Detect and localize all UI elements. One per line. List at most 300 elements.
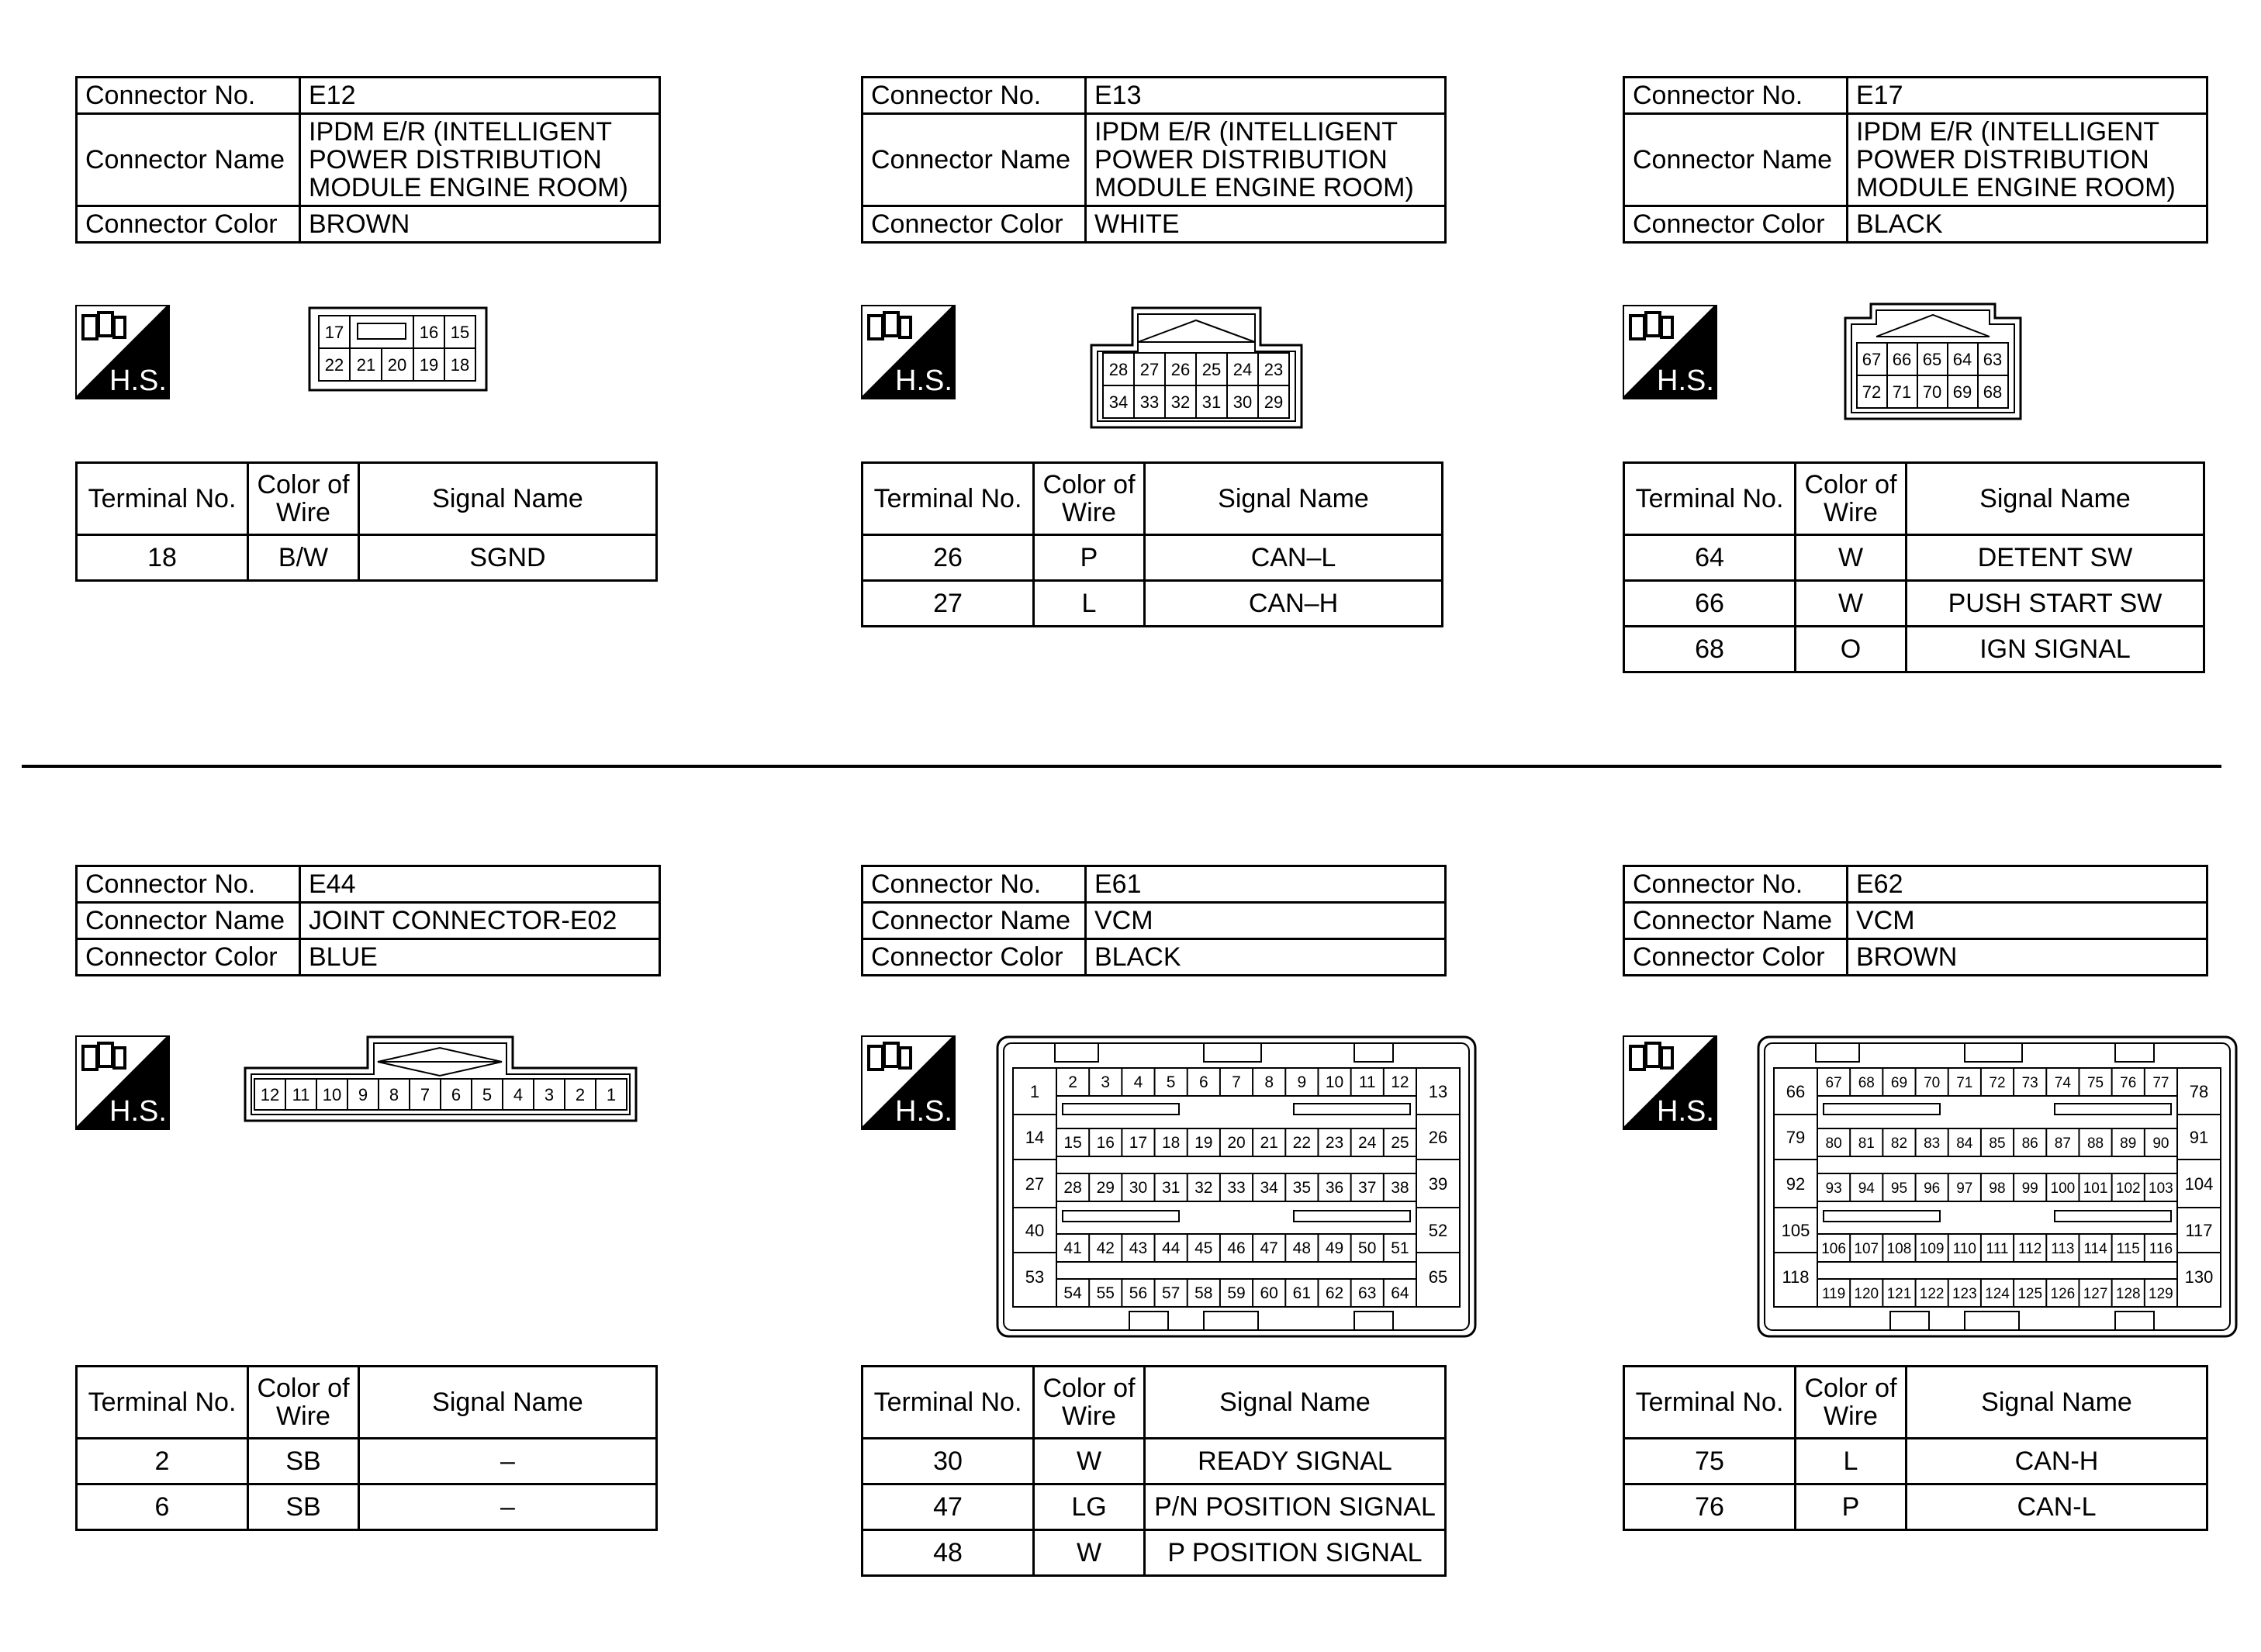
terminal-table [861, 1365, 1447, 1577]
pin-label: 38 [1391, 1179, 1409, 1197]
pin-label: 46 [1227, 1239, 1246, 1257]
pin-label: 31 [1201, 392, 1222, 412]
connector-block-e17 [1623, 76, 2208, 664]
pin-label: 96 [1924, 1180, 1941, 1197]
harness-side-icon [1623, 305, 1717, 399]
pin-label: 70 [1922, 382, 1942, 402]
pin-label: 15 [1063, 1134, 1082, 1152]
connector-name-line: MODULE ENGINE ROOM) [1094, 173, 1414, 202]
connector-block-e13 [861, 76, 1447, 618]
terminal-no-cell: 18 [77, 535, 248, 581]
wire-color-cell: W [1034, 1439, 1145, 1484]
pin-label: 124 [1985, 1286, 2010, 1302]
signal-name-header: Signal Name [1145, 463, 1443, 535]
table-row [77, 1484, 657, 1530]
pin-label: 30 [1129, 1179, 1148, 1197]
pin-label: 79 [1786, 1128, 1806, 1147]
terminal-no-cell: 68 [1624, 627, 1796, 672]
pin-label: 17 [324, 323, 344, 342]
pin-label: 62 [1325, 1284, 1344, 1302]
connector-no-value: E17 [1848, 78, 2207, 114]
wire-color-cell: LG [1034, 1484, 1145, 1530]
pin-label: 111 [1986, 1241, 2009, 1257]
pin-label: 101 [2083, 1180, 2108, 1197]
signal-name-header: Signal Name [1907, 463, 2204, 535]
pin-label: 19 [419, 355, 439, 375]
terminal-no-header: Terminal No. [863, 1367, 1034, 1439]
connector-info-table [861, 865, 1447, 976]
table-row [1624, 535, 2204, 581]
connector-face-diagram [244, 1035, 638, 1122]
pin-label: 84 [1956, 1135, 1973, 1152]
connector-block-e62 [1623, 865, 2214, 1522]
pin-label: 10 [1325, 1073, 1344, 1091]
pin-label: 74 [2054, 1075, 2071, 1091]
pin-label: 64 [1391, 1284, 1409, 1302]
connector-latch [1965, 1312, 2019, 1330]
connector-name-line: IPDM E/R (INTELLIGENT [1856, 117, 2160, 147]
pin-label: 100 [2050, 1180, 2076, 1197]
wire-color-cell: P [1034, 535, 1145, 581]
pin-label: 82 [1890, 1135, 1908, 1152]
terminal-no-cell: 26 [863, 535, 1034, 581]
pin-label: 67 [1825, 1075, 1842, 1091]
pin-label: 71 [1956, 1075, 1973, 1091]
terminal-table [1623, 1365, 2208, 1531]
pin-label: 120 [1854, 1286, 1879, 1302]
pin-label: 41 [1063, 1239, 1082, 1257]
signal-name-cell: IGN SIGNAL [1907, 627, 2204, 672]
pin-label: 48 [1292, 1239, 1312, 1257]
pin-label: 7 [1232, 1073, 1241, 1091]
wire-color-header-line: Wire [1824, 498, 1878, 527]
pin-label: 92 [1786, 1174, 1806, 1194]
connector-block-e44 [75, 865, 661, 1522]
pin-label: 88 [2086, 1135, 2104, 1152]
pin-label: 17 [1129, 1134, 1148, 1152]
pin-label: 130 [2184, 1267, 2214, 1287]
wire-color-cell: W [1034, 1530, 1145, 1576]
pin-label: 102 [2115, 1180, 2141, 1197]
pin-label: 34 [1260, 1179, 1278, 1197]
connector-latch [1354, 1043, 1393, 1062]
pin-label: 65 [1428, 1267, 1448, 1287]
harness-side-icon [861, 305, 956, 399]
pin-label: 126 [2050, 1286, 2076, 1302]
pin-label: 115 [2116, 1241, 2140, 1257]
terminal-no-cell: 2 [77, 1439, 248, 1484]
pin-label: 11 [1358, 1073, 1376, 1091]
connector-name-value [1086, 114, 1446, 206]
pin-label: 63 [1983, 350, 2003, 369]
wire-color-header [248, 1367, 359, 1439]
pin-label: 2 [575, 1085, 586, 1104]
connector-name-value [1848, 114, 2207, 206]
connector-color-value: BROWN [1848, 939, 2207, 976]
pin-label: 5 [1166, 1073, 1176, 1091]
signal-name-cell: PUSH START SW [1907, 581, 2204, 627]
pin-label: 93 [1825, 1180, 1842, 1197]
pin-label: 43 [1129, 1239, 1148, 1257]
signal-name-header: Signal Name [359, 463, 657, 535]
pin-label: 1 [606, 1085, 617, 1104]
table-row [863, 535, 1443, 581]
connector-name-line: IPDM E/R (INTELLIGENT [309, 117, 613, 147]
pin-label: 12 [260, 1085, 280, 1104]
key-slot [1824, 1211, 1940, 1222]
connector-latch [1204, 1043, 1261, 1062]
terminal-no-header: Terminal No. [77, 1367, 248, 1439]
wire-color-cell: SB [248, 1484, 359, 1530]
connector-color-value: BLACK [1086, 939, 1446, 976]
wire-color-header-line: Color of [1042, 470, 1136, 499]
pin-label: 23 [1264, 360, 1284, 379]
terminal-no-cell: 48 [863, 1530, 1034, 1576]
pin-label: 6 [451, 1085, 462, 1104]
terminal-no-cell: 64 [1624, 535, 1796, 581]
pin-label: 10 [322, 1085, 342, 1104]
pin-label: 1 [1029, 1082, 1040, 1101]
pin-label: 3 [544, 1085, 555, 1104]
pin-label: 113 [2051, 1241, 2075, 1257]
pin-label: 118 [1782, 1267, 1810, 1287]
wire-color-header-line: Wire [276, 1401, 330, 1431]
connector-name-value: VCM [1086, 903, 1446, 939]
pin-label: 95 [1890, 1180, 1908, 1197]
pin-label: 80 [1825, 1135, 1842, 1152]
pin-label: 26 [1170, 360, 1191, 379]
connector-name-value: JOINT CONNECTOR-E02 [300, 903, 660, 939]
connector-color-label: Connector Color [863, 939, 1086, 976]
table-row [77, 1439, 657, 1484]
terminal-no-cell: 47 [863, 1484, 1034, 1530]
wire-color-cell: B/W [248, 535, 359, 581]
pin-label: 8 [1264, 1073, 1274, 1091]
connector-color-value: WHITE [1086, 206, 1446, 243]
connector-face-diagram [308, 306, 488, 392]
connector-face-diagram [996, 1035, 1477, 1338]
pin-label: 33 [1139, 392, 1160, 412]
pin-label: 71 [1892, 382, 1912, 402]
pin-label: 24 [1232, 360, 1253, 379]
pin-label: 66 [1786, 1082, 1806, 1101]
connector-name-label: Connector Name [1624, 903, 1848, 939]
key-slot [1063, 1211, 1179, 1222]
pin-label: 72 [1989, 1075, 2006, 1091]
table-row [77, 535, 657, 581]
pin-label: 8 [389, 1085, 399, 1104]
wire-color-cell: P [1796, 1484, 1907, 1530]
pin-label: 28 [1063, 1179, 1082, 1197]
pin-label: 68 [1858, 1075, 1875, 1091]
pin-label: 91 [2189, 1128, 2209, 1147]
wire-color-header [1034, 1367, 1145, 1439]
terminal-table [75, 1365, 658, 1531]
pin-label: 66 [1892, 350, 1912, 369]
terminal-no-cell: 27 [863, 581, 1034, 627]
pin-label: 18 [450, 355, 470, 375]
connector-name-line: POWER DISTRIBUTION [309, 145, 602, 175]
terminal-table [861, 461, 1443, 627]
pin-label: 42 [1096, 1239, 1115, 1257]
pin-label: 4 [1133, 1073, 1143, 1091]
connector-face-diagram [1090, 306, 1303, 429]
pin-label: 15 [450, 323, 470, 342]
wire-color-header-line: Wire [1824, 1401, 1878, 1431]
pin-label: 28 [1108, 360, 1129, 379]
connector-no-label: Connector No. [77, 866, 300, 903]
pin-label: 56 [1129, 1284, 1148, 1302]
pin-label: 11 [292, 1085, 310, 1104]
pin-label: 104 [2184, 1174, 2214, 1194]
pin-label: 85 [1989, 1135, 2006, 1152]
terminal-table [75, 461, 658, 582]
terminal-no-cell: 30 [863, 1439, 1034, 1484]
key-slot [1063, 1104, 1179, 1115]
table-row [863, 581, 1443, 627]
wire-color-header-line: Color of [1804, 1374, 1897, 1403]
pin-label: 51 [1391, 1239, 1409, 1257]
pin-label: 112 [2018, 1241, 2042, 1257]
pin-label: 110 [1952, 1241, 1976, 1257]
pin-label: 7 [420, 1085, 430, 1104]
key-slot [2055, 1104, 2171, 1115]
table-row [863, 1530, 1446, 1576]
pin-label: 72 [1862, 382, 1882, 402]
pin-label: 47 [1260, 1239, 1278, 1257]
signal-name-cell: DETENT SW [1907, 535, 2204, 581]
pin-label: 67 [1862, 350, 1882, 369]
terminal-no-cell: 6 [77, 1484, 248, 1530]
signal-name-header: Signal Name [1145, 1367, 1446, 1439]
key-slot [2055, 1211, 2171, 1222]
wire-color-cell: SB [248, 1439, 359, 1484]
pin-label: 27 [1139, 360, 1160, 379]
pin-label: 73 [2021, 1075, 2038, 1091]
connector-block-e12 [75, 76, 661, 572]
pin-label: 33 [1227, 1179, 1246, 1197]
pin-label: 81 [1858, 1135, 1875, 1152]
pin-label: 37 [1358, 1179, 1377, 1197]
connector-no-label: Connector No. [863, 866, 1086, 903]
pin-label: 86 [2021, 1135, 2038, 1152]
pin-label: 49 [1325, 1239, 1344, 1257]
connector-no-label: Connector No. [863, 78, 1086, 114]
hs-label: H.S. [1657, 1095, 1714, 1128]
table-row [863, 1484, 1446, 1530]
connector-latch [1965, 1043, 2022, 1062]
harness-side-icon [861, 1035, 956, 1130]
pin-label: 108 [1886, 1241, 1912, 1257]
pin-label: 125 [2017, 1286, 2043, 1302]
pin-label: 58 [1194, 1284, 1213, 1302]
pin-label: 55 [1096, 1284, 1115, 1302]
connector-face-diagram [1844, 302, 2022, 420]
connector-no-value: E12 [300, 78, 660, 114]
harness-side-icon [1623, 1035, 1717, 1130]
pin-label: 121 [1886, 1286, 1912, 1302]
pin-label: 60 [1260, 1284, 1278, 1302]
pin-label: 78 [2189, 1082, 2209, 1101]
wire-color-cell: L [1034, 581, 1145, 627]
signal-name-cell: READY SIGNAL [1145, 1439, 1446, 1484]
pin-label: 127 [2083, 1286, 2108, 1302]
pin-label: 97 [1956, 1180, 1973, 1197]
connector-color-label: Connector Color [77, 206, 300, 243]
connector-latch [1204, 1312, 1258, 1330]
pin-label: 34 [1108, 392, 1129, 412]
connector-face-diagram [1757, 1035, 2238, 1338]
pin-label: 12 [1391, 1073, 1409, 1091]
pin-label: 61 [1292, 1284, 1312, 1302]
pin-label: 5 [482, 1085, 493, 1104]
terminal-no-cell: 66 [1624, 581, 1796, 627]
pin-label: 36 [1325, 1179, 1344, 1197]
signal-name-cell: CAN-L [1907, 1484, 2207, 1530]
pin-label: 18 [1161, 1134, 1181, 1152]
pin-label: 70 [1924, 1075, 1941, 1091]
terminal-no-cell: 76 [1624, 1484, 1796, 1530]
connector-no-value: E61 [1086, 866, 1446, 903]
pin-label: 45 [1194, 1239, 1213, 1257]
pin-label: 129 [2149, 1286, 2173, 1302]
connector-color-label: Connector Color [1624, 939, 1848, 976]
pin-label: 25 [1201, 360, 1222, 379]
hs-label: H.S. [1657, 365, 1714, 397]
pin-label: 35 [1292, 1179, 1312, 1197]
pin-label: 76 [2120, 1075, 2137, 1091]
pin-label: 117 [2185, 1221, 2213, 1240]
pin-label: 19 [1194, 1134, 1213, 1152]
pin-label: 53 [1025, 1267, 1045, 1287]
pin-label: 9 [358, 1085, 368, 1104]
pin-label: 27 [1025, 1174, 1045, 1194]
signal-name-cell: – [359, 1439, 657, 1484]
connector-name-label: Connector Name [863, 903, 1086, 939]
connector-color-label: Connector Color [863, 206, 1086, 243]
terminal-no-cell: 75 [1624, 1439, 1796, 1484]
signal-name-header: Signal Name [359, 1367, 657, 1439]
signal-name-cell: P/N POSITION SIGNAL [1145, 1484, 1446, 1530]
connector-no-value: E44 [300, 866, 660, 903]
connector-latch [1055, 1043, 1098, 1062]
pin-label: 52 [1428, 1221, 1448, 1240]
table-row [1624, 1439, 2207, 1484]
pin-label: 87 [2054, 1135, 2071, 1152]
connector-latch [2115, 1312, 2154, 1330]
pin-label: 63 [1358, 1284, 1377, 1302]
pin-label: 3 [1101, 1073, 1111, 1091]
pin-label: 29 [1096, 1179, 1115, 1197]
table-row [1624, 1484, 2207, 1530]
pin-label: 23 [1325, 1134, 1344, 1152]
wire-color-cell: L [1796, 1439, 1907, 1484]
connector-info-table [75, 76, 661, 244]
pin-label: 83 [1924, 1135, 1941, 1152]
pin-label: 13 [1428, 1082, 1448, 1101]
pin-label: 119 [1821, 1286, 1846, 1302]
wire-color-header [248, 463, 359, 535]
pin-label: 20 [387, 355, 407, 375]
connector-info-table [1623, 76, 2208, 244]
terminal-no-header: Terminal No. [863, 463, 1034, 535]
hs-label: H.S. [109, 365, 167, 397]
pin-label: 14 [1025, 1128, 1045, 1147]
wire-color-header [1796, 463, 1907, 535]
connector-name-line: POWER DISTRIBUTION [1094, 145, 1388, 175]
connector-no-label: Connector No. [77, 78, 300, 114]
signal-name-cell: CAN–H [1145, 581, 1443, 627]
wire-color-header-line: Color of [257, 470, 350, 499]
pin-label: 21 [1260, 1134, 1278, 1152]
wire-color-cell: W [1796, 535, 1907, 581]
wire-color-cell: O [1796, 627, 1907, 672]
signal-name-cell: CAN–L [1145, 535, 1443, 581]
pin-label: 50 [1358, 1239, 1377, 1257]
pin-label: 6 [1198, 1073, 1208, 1091]
connector-name-line: IPDM E/R (INTELLIGENT [1094, 117, 1398, 147]
table-row [1624, 627, 2204, 672]
harness-side-icon [75, 305, 170, 399]
connector-info-table [75, 865, 661, 976]
pin-label: 64 [1952, 350, 1972, 369]
pin-label: 109 [1919, 1241, 1945, 1257]
connector-color-label: Connector Color [77, 939, 300, 976]
signal-name-header: Signal Name [1907, 1367, 2207, 1439]
connector-color-value: BLUE [300, 939, 660, 976]
terminal-no-header: Terminal No. [77, 463, 248, 535]
pin-label: 20 [1227, 1134, 1246, 1152]
pin-label: 128 [2115, 1286, 2141, 1302]
connector-no-value: E62 [1848, 866, 2207, 903]
connector-name-value [300, 114, 660, 206]
pin-label: 32 [1194, 1179, 1213, 1197]
pin-label: 22 [324, 355, 344, 375]
connector-latch [1129, 1312, 1168, 1330]
connector-color-value: BLACK [1848, 206, 2207, 243]
pin-label: 59 [1227, 1284, 1246, 1302]
signal-name-cell: P POSITION SIGNAL [1145, 1530, 1446, 1576]
connector-name-line: MODULE ENGINE ROOM) [309, 173, 628, 202]
connector-name-line: MODULE ENGINE ROOM) [1856, 173, 2176, 202]
connector-color-value: BROWN [300, 206, 660, 243]
pin-label: 32 [1170, 392, 1191, 412]
connector-latch [1890, 1312, 1929, 1330]
connector-no-label: Connector No. [1624, 866, 1848, 903]
hs-label: H.S. [895, 1095, 952, 1128]
connector-block-e61 [861, 865, 1448, 1567]
pin-label: 39 [1428, 1174, 1448, 1194]
pin-label: 26 [1428, 1128, 1448, 1147]
connector-info-table [1623, 865, 2208, 976]
connector-name-label: Connector Name [1624, 114, 1848, 206]
signal-name-cell: SGND [359, 535, 657, 581]
connector-name-value: VCM [1848, 903, 2207, 939]
terminal-no-header: Terminal No. [1624, 1367, 1796, 1439]
table-row [1624, 581, 2204, 627]
pin-label: 69 [1952, 382, 1972, 402]
connector-info-table [861, 76, 1447, 244]
pin-label: 105 [1781, 1221, 1810, 1240]
harness-side-icon [75, 1035, 170, 1130]
key-slot [1294, 1104, 1410, 1115]
pin-label: 9 [1297, 1073, 1307, 1091]
key-slot [1294, 1211, 1410, 1222]
connector-latch [1354, 1312, 1393, 1330]
wire-color-header-line: Wire [276, 498, 330, 527]
pin-label: 107 [1854, 1241, 1879, 1257]
pin-label: 24 [1358, 1134, 1377, 1152]
